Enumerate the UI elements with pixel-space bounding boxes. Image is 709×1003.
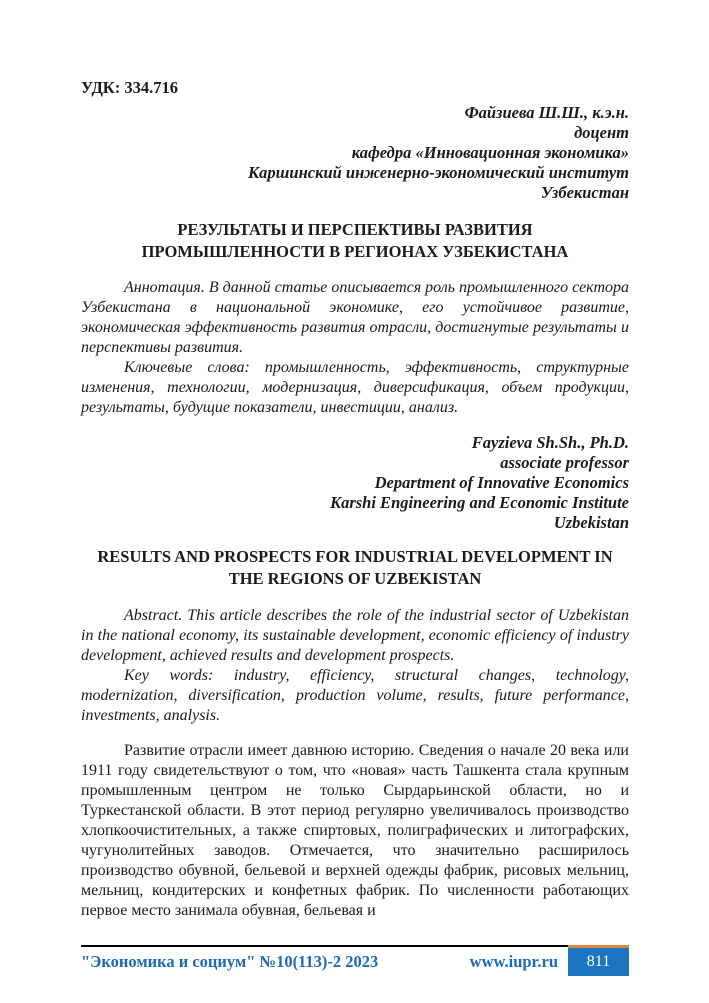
article-title-en: [81, 546, 629, 590]
abstract-en: Abstract. This article describes the role of the industrial sector of Uzbekistan in the national economy, its sustainable development, economic efficiency of industry development, achieved results and development prospects.: [81, 607, 629, 664]
abstract-ru: Аннотация. В данной статье описывается роль промышленного сектора Узбекистана в национальной экономике, его устойчивое развитие, экономическая эффективность развития отрасли, достигнутые результаты и перспективы развития.: [81, 279, 629, 356]
author-country-en: Uzbekistan: [553, 513, 629, 532]
article-title-en-line2: THE REGIONS OF UZBEKISTAN: [228, 569, 482, 588]
author-department-en: Department of Innovative Economics: [374, 473, 629, 492]
article-title-en-line1: RESULTS AND PROSPECTS FOR INDUSTRIAL DEVELOPMENT IN: [97, 547, 613, 566]
article-title-ru: [81, 219, 629, 263]
body-paragraph: Развитие отрасли имеет давнюю историю. Сведения о начале 20 века или 1911 году свидетельствуют о том, что «новая» часть Ташкента стала крупным промышленным центром не только Сырдарьинской области, но и Туркестанской области. В этот период регулярно увеличивалось производство хлопкоочистительных, а также спиртовых, полиграфических и литографских, чугунолитейных заводов. Отмечается, что значительно расширилось производство обувной, бельевой и верхней одежды фабрик, рисовых мельниц, мельниц, кондитерских и конфетных фабрик. По численности работающих первое место занимала обувная, бельевая и: [81, 742, 629, 919]
keywords-en: Key words: industry, efficiency, structural changes, technology, modernization, diversification, production volume, results, future performance, investments, analysis.: [81, 667, 629, 724]
article-title-ru-line2: ПРОМЫШЛЕННОСТИ В РЕГИОНАХ УЗБЕКИСТАНА: [141, 242, 569, 261]
author-institute-en: Karshi Engineering and Economic Institute: [330, 493, 629, 512]
article-title-ru-line1: РЕЗУЛЬТАТЫ И ПЕРСПЕКТИВЫ РАЗВИТИЯ: [177, 220, 533, 239]
author-department-ru: кафедра «Инновационная экономика»: [351, 143, 629, 162]
author-block-ru: [81, 103, 629, 203]
author-position-ru: доцент: [574, 123, 629, 142]
keywords-ru: Ключевые слова: промышленность, эффективность, структурные изменения, технологии, модернизация, диверсификация, объем продукции, результаты, будущие показатели, инвестиции, анализ.: [81, 359, 629, 416]
page-number-badge: 811: [568, 945, 629, 976]
author-institute-ru: Каршинский инженерно-экономический институт: [247, 163, 629, 182]
page-footer: [81, 945, 629, 976]
author-block-en: [81, 433, 629, 533]
author-country-ru: Узбекистан: [540, 183, 629, 202]
udc-label: УДК: 334.716: [81, 78, 179, 97]
author-position-en: associate professor: [500, 453, 629, 472]
footer-journal-title: "Экономика и социум" №10(113)-2 2023: [81, 951, 379, 971]
footer-website-link[interactable]: www.iupr.ru: [469, 951, 558, 971]
footer-rule: [81, 945, 568, 976]
author-name-ru: Файзиева Ш.Ш., к.э.н.: [464, 103, 629, 122]
author-name-en: Fayzieva Sh.Sh., Ph.D.: [471, 433, 629, 452]
